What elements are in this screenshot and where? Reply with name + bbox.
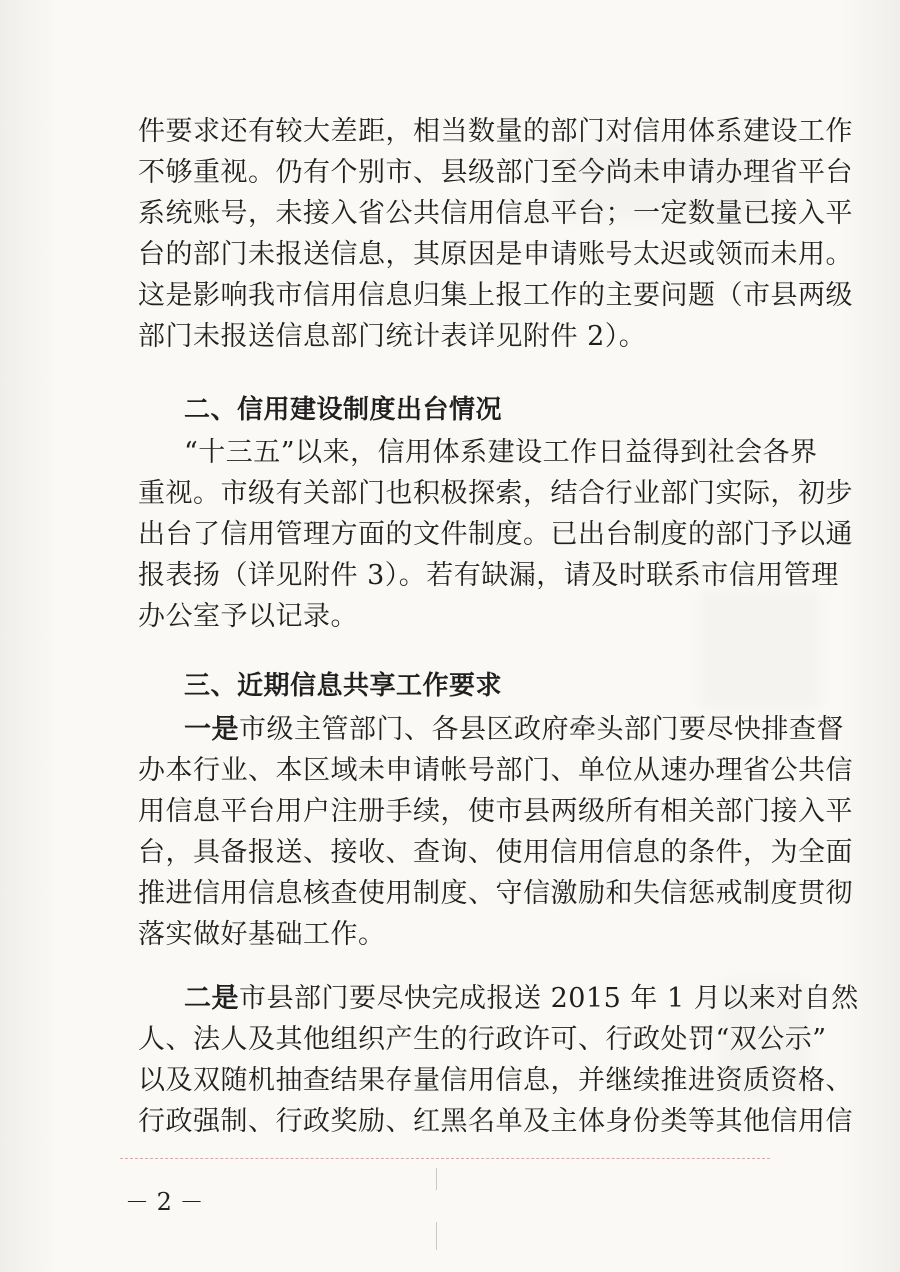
body-line: 台的部门未报送信息，其原因是申请账号太迟或领而未用。 (138, 239, 853, 270)
lead-phrase: 一是 (184, 714, 239, 745)
body-line: 重视。市级有关部门也积极探索，结合行业部门实际，初步 (138, 478, 853, 509)
body-line: 办公室予以记录。 (138, 601, 358, 632)
page-number: － 2 － (125, 1188, 204, 1216)
body-line: 台，具备报送、接收、查询、使用信用信息的条件，为全面 (138, 837, 853, 868)
section-heading: 三、近期信息共享工作要求 (184, 671, 503, 701)
binding-mark (436, 1222, 437, 1250)
body-line: 用信息平台用户注册手续，使市县两级所有相关部门接入平 (138, 796, 853, 827)
body-text: 市县部门要尽快完成报送 2015 年 1 月以来对自然 (239, 983, 859, 1014)
body-line: 件要求还有较大差距，相当数量的部门对信用体系建设工作 (138, 116, 853, 147)
body-line: 办本行业、本区域未申请帐号部门、单位从速办理省公共信 (138, 755, 853, 786)
body-line: 推进信用信息核查使用制度、守信激励和失信惩戒制度贯彻 (138, 878, 853, 909)
body-line: 这是影响我市信用信息归集上报工作的主要问题（市县两级 (138, 280, 853, 311)
body-line (184, 710, 844, 750)
body-line: 部门未报送信息部门统计表详见附件 2）。 (138, 321, 647, 352)
lead-phrase: 二是 (184, 983, 239, 1014)
binding-mark (436, 1168, 437, 1190)
body-line: 落实做好基础工作。 (138, 919, 386, 950)
body-line: 以及双随机抽查结果存量信用信息，并继续推进资质资格、 (138, 1065, 853, 1096)
body-line: 不够重视。仍有个别市、县级部门至今尚未申请办理省平台 (138, 157, 853, 188)
body-line: 系统账号，未接入省公共信用信息平台；一定数量已接入平 (138, 198, 853, 229)
section-heading: 二、信用建设制度出台情况 (184, 395, 503, 425)
body-line: “十三五”以来，信用体系建设工作日益得到社会各界 (184, 437, 818, 468)
body-text: 市级主管部门、各县区政府牵头部门要尽快排查督 (239, 714, 844, 745)
body-line: 人、法人及其他组织产生的行政许可、行政处罚“双公示” (138, 1024, 827, 1055)
body-line (184, 979, 859, 1019)
footer-divider (120, 1158, 770, 1159)
body-line: 出台了信用管理方面的文件制度。已出台制度的部门予以通 (138, 519, 853, 550)
body-line: 行政强制、行政奖励、红黑名单及主体身份类等其他信用信 (138, 1106, 853, 1137)
body-line: 报表扬（详见附件 3）。若有缺漏，请及时联系市信用管理 (138, 560, 839, 591)
